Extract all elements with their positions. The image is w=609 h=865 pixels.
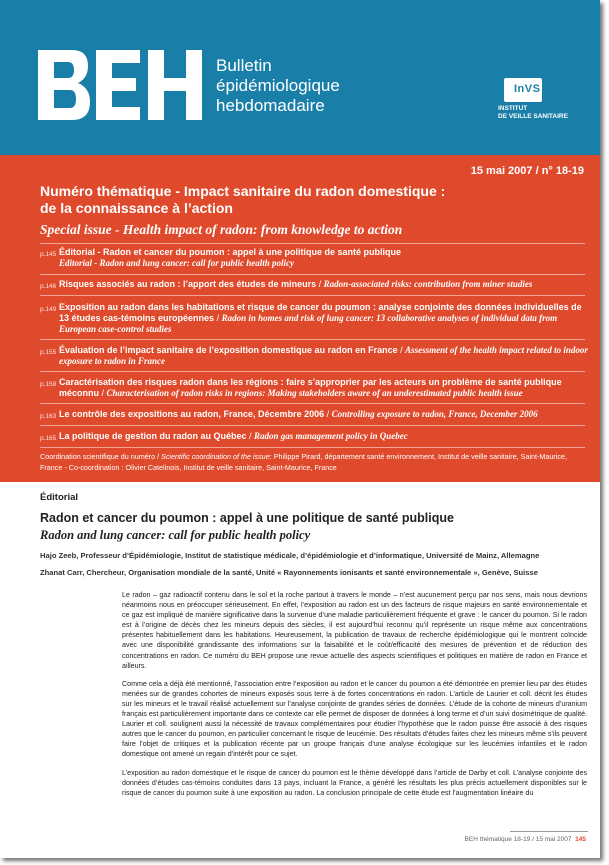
divider bbox=[40, 447, 585, 448]
toc-title-fr: Éditorial - Radon et cancer du poumon : appel à une politique de santé publique bbox=[59, 247, 402, 257]
coordination-text: Philippe Pirard, département santé environnement, Institut de veille sanitaire, Saint-Maurice, France - Co-coordination : Olivier Catelinois, Institut de veille sanitaire, Saint-Maurice, France bbox=[40, 452, 567, 472]
toc-title-en: Radon gas management policy in Quebec bbox=[254, 431, 408, 441]
divider bbox=[40, 371, 585, 372]
coordination-note: Coordination scientifique du numéro / Scientific coordination of the issue: Philippe Pirard, département santé environnement, Institut de veille sanitaire, Saint-Maurice, France - Co-coordination : Olivier Catelinois, Institut de veille sanitaire, Saint-Maurice, France bbox=[40, 452, 567, 472]
bulletin-title bbox=[216, 56, 340, 116]
divider bbox=[40, 403, 585, 404]
divider bbox=[40, 243, 585, 244]
editorial-label: Éditorial bbox=[40, 492, 79, 503]
issue-title-line-1: Numéro thématique - Impact sanitaire du radon domestique : bbox=[40, 183, 446, 199]
toc-title-fr: Évaluation de l’impact sanitaire de l’exposition domestique au radon en France bbox=[59, 345, 398, 355]
toc-page-number: p.146 bbox=[40, 283, 57, 290]
toc-item[interactable]: p.149 Exposition au radon dans les habitations et risque de cancer du poumon : analyse conjointe des données individuelles de 13 études cas-témoins européennes / Radon in homes and risk of lung cancer: 13 collaborative analyses of individual data from European case-control studies bbox=[40, 302, 582, 334]
editorial-title: Radon et cancer du poumon : appel à une politique de santé publique bbox=[40, 511, 454, 525]
divider bbox=[40, 295, 585, 296]
toc-item[interactable]: p.146 Risques associés au radon : l’apport des études de mineurs / Radon-associated risks: contribution from miner studies bbox=[40, 279, 533, 290]
footer-divider bbox=[510, 831, 588, 832]
toc-page-number: p.163 bbox=[40, 413, 57, 420]
coordination-label-en: Scientific coordination of the issue: bbox=[161, 452, 272, 461]
issue-title bbox=[40, 183, 445, 217]
toc-page-number: p.149 bbox=[40, 306, 57, 313]
beh-logo bbox=[36, 48, 204, 122]
body-paragraph: L’exposition au radon domestique et le risque de cancer du poumon est le thème développé dans l’article de Darby et coll. L’analyse conjointe des données d’études cas-témoins conduites dans 13 pays, incluant la France, a généré les résultats les plus précis actuellement disponibles sur le risque de cancer du poumon suite à une exposition au radon. La conclusion principale de cette étude est l’augmentation linéaire du bbox=[122, 768, 587, 797]
divider bbox=[40, 274, 585, 275]
toc-title-en: Editorial - Radon and lung cancer: call for public health policy bbox=[59, 258, 295, 268]
toc-title-fr: Caractérisation des risques radon dans les régions : faire s’approprier par les acteurs un problème de santé publique méconnu bbox=[59, 377, 562, 398]
author-line: Zhanat Carr, Chercheur, Organisation mondiale de la santé, Unité « Rayonnements ionisants et santé environnementale », Genève, Suisse bbox=[40, 568, 538, 577]
bulletin-line-2: épidémiologique bbox=[216, 76, 340, 95]
invs-logo-box bbox=[504, 78, 542, 102]
toc-title-fr: Exposition au radon dans les habitations et risque de cancer du poumon : analyse conjointe des données individuelles de 13 études cas-témoins européennes bbox=[59, 302, 582, 323]
page-number: 145 bbox=[575, 836, 586, 843]
toc-title-en: Radon in homes and risk of lung cancer: 13 collaborative analyses of individual data from European case-control studies bbox=[59, 313, 558, 334]
toc-item[interactable]: p.155 Évaluation de l’impact sanitaire de l’exposition domestique au radon en France / Assessment of the health impact related to indoor exposure to radon in France bbox=[40, 345, 588, 366]
toc-title-en: Assessment of the health impact related to indoor exposure to radon in France bbox=[59, 345, 588, 366]
editorial-title-en: Radon and lung cancer: call for public health policy bbox=[40, 528, 311, 542]
divider bbox=[40, 425, 585, 426]
toc-title-en: Controlling exposure to radon, France, December 2006 bbox=[331, 409, 538, 419]
masthead bbox=[0, 0, 600, 155]
toc-page-number: p.145 bbox=[40, 251, 57, 258]
invs-subtitle bbox=[498, 105, 568, 121]
invs-subtitle-line-2: DE VEILLE SANITAIRE bbox=[498, 113, 568, 120]
toc-title-fr: Le contrôle des expositions au radon, France, Décembre 2006 bbox=[59, 409, 325, 419]
issue-date: 15 mai 2007 / n° 18-19 bbox=[470, 165, 584, 177]
toc-page-number: p.165 bbox=[40, 435, 57, 442]
divider bbox=[40, 339, 585, 340]
page-footer bbox=[465, 836, 586, 843]
author-line: Hajo Zeeb, Professeur d’Épidémiologie, Institut de statistique médicale, d’épidémiologie et d’informatique, Université de Mainz, Allemagne bbox=[40, 551, 540, 560]
toc-item[interactable] bbox=[40, 247, 590, 269]
coordination-label-fr: Coordination scientifique du numéro bbox=[40, 452, 156, 461]
bulletin-line-3: hebdomadaire bbox=[216, 96, 325, 115]
invs-logo-text: InVS bbox=[514, 83, 541, 95]
toc-title-fr: La politique de gestion du radon au Québec bbox=[59, 431, 247, 441]
bulletin-line-1: Bulletin bbox=[216, 56, 272, 75]
editorial-body bbox=[122, 590, 587, 806]
body-paragraph: Comme cela a déjà été mentionné, l’association entre l’exposition au radon et le cancer du poumon a été démontrée en premier lieu par des études menées sur de grandes cohortes de mineurs exposés sous terre à de fortes concentrations en radon. L’article de Laurier et coll. décrit les études sur les mineurs et le travail réalisé actuellement sur l’analyse conjointe de grandes séries de données. L’étude de la cohorte de mineurs d’uranium français est particulièrement importante dans ce contexte car elle permet de disposer de données à long terme et d’un suivi dosimétrique de qualité. Laurier et coll. soulignent aussi la nécessité de travaux complémentaires pour étudier l’hypothèse que le radon puisse être associé à des risques autres que le cancer du poumon, en particulier concernant le risque de leucémie. Des résultats d’études faites chez les mineurs même s’ils peuvent faire l’objet de critiques et la publication récente par un groupe français d’une analyse écologique sur les leucémies infantiles et le radon domestique ont amené un regain d’intérêt pour ce sujet. bbox=[122, 679, 587, 759]
invs-logo bbox=[498, 78, 572, 122]
toc-title-en: Characterisation of radon risks in regions: Making stakeholders aware of an underestimated public health issue bbox=[106, 388, 523, 398]
body-paragraph: Le radon – gaz radioactif contenu dans le sol et la roche partout à travers le monde – n’est aucunement perçu par nos sens, mais nous devrions néanmoins nous en préoccuper sérieusement. En effet, l’exposition au radon est un des facteurs de risque majeurs en santé environnementale et ce gaz est impliqué de manière significative dans la survenue d’une maladie particulièrement fréquente et grave : le cancer du poumon. Si le radon est à l’origine de décès chez les mineurs depuis des siècles, il est aujourd’hui reconnu qu’il représente un risque même aux concentrations présentes habituellement dans les habitations. Heureusement, la publication de travaux de recherche épidémiologique qui le montrent coïncide avec une disponibilité grandissante des informations sur la faisabilité et le coût/efficacité des mesures de prévention et de réduction des concentrations en radon. Ce numéro du BEH propose une revue actuelle des aspects scientifiques et politiques en matière de radon en France et ailleurs. bbox=[122, 591, 587, 670]
toc-page-number: p.158 bbox=[40, 381, 57, 388]
toc-item[interactable]: p.165 La politique de gestion du radon au Québec / Radon gas management policy in Quebec bbox=[40, 431, 408, 442]
contents-section bbox=[0, 155, 600, 482]
issue-title-en: Special issue - Health impact of radon: from knowledge to action bbox=[40, 222, 403, 237]
invs-subtitle-line-1: INSTITUT bbox=[498, 105, 528, 112]
toc-item[interactable]: p.163 Le contrôle des expositions au radon, France, Décembre 2006 / Controlling exposure to radon, France, December 2006 bbox=[40, 409, 538, 420]
issue-title-line-2: de la connaissance à l’action bbox=[40, 200, 233, 216]
footer-issue: BEH thématique 18-19 / 15 mai 2007 bbox=[464, 836, 572, 843]
toc-title-fr: Risques associés au radon : l’apport des études de mineurs bbox=[59, 279, 317, 289]
toc-item[interactable]: p.158 Caractérisation des risques radon dans les régions : faire s’approprier par les acteurs un problème de santé publique méconnu / Characterisation of radon risks in regions: Making stakeholders aware of an underestimated public health issue bbox=[40, 377, 562, 398]
toc-page-number: p.155 bbox=[40, 349, 57, 356]
toc-title-en: Radon-associated risks: contribution from miner studies bbox=[323, 279, 533, 289]
